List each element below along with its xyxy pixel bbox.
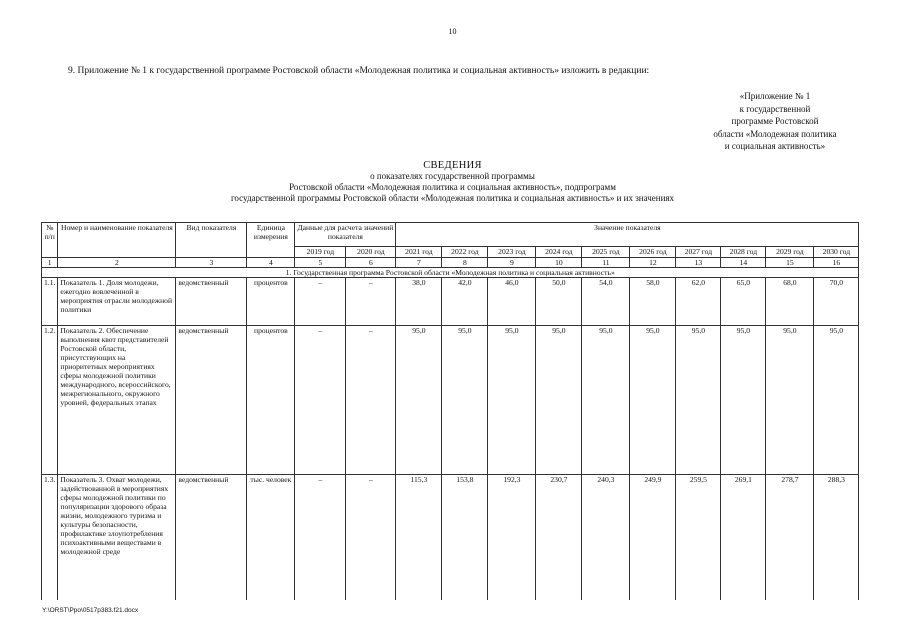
indicator-name: Показатель 3. Охват молодежи, задействованной в мероприятиях сферы молодежной политики по популяризации здорового образа жизни, молодежного туризма и культуры безопасности, профилактике злоупотребления психоактивными веществами в молодежной среде [58,475,176,601]
value-2020: – [346,278,396,326]
indicator-type: ведомственный [176,475,247,601]
year-cell: 2021 год [396,247,442,258]
indicator-unit: тыс. человек [247,475,295,601]
column-number: 4 [247,258,295,268]
header-values: Значение показателя [396,223,859,247]
heading-line: Ростовской области «Молодежная политика и социальная активность», подпрограмм [289,182,616,192]
value-2021: 38,0 [396,278,442,326]
column-number: 3 [176,258,247,268]
value-2021: 115,3 [396,475,442,601]
column-number: 1 [42,258,58,268]
year-cell: 2029 год [766,247,814,258]
column-number: 15 [766,258,814,268]
year-cell: 2024 год [536,247,582,258]
value-2019: – [295,326,346,475]
year-cell: 2020 год [346,247,396,258]
column-number: 10 [536,258,582,268]
heading-line: о показателях государственной программы [370,171,535,181]
value-2024: 50,0 [536,278,582,326]
column-number: 2 [58,258,176,268]
page-number: 10 [448,27,457,36]
value-2026: 95,0 [630,326,676,475]
value-2026: 58,0 [630,278,676,326]
indicator-name: Показатель 2. Обеспечение выполнения квот представителей Ростовской области, присутствующих на приоритетных мероприятиях сферы молодежной политики международного, всероссийского, межрегионального, окружного уровней, федеральных этапах [58,326,176,475]
document-heading [0,160,905,204]
appendix-line: программе Ростовской [731,116,819,126]
column-number: 9 [488,258,536,268]
value-2021: 95,0 [396,326,442,475]
year-cell: 2023 год [488,247,536,258]
appendix-line: к государственной [739,103,811,114]
value-2020: – [346,326,396,475]
value-2022: 42,0 [442,278,488,326]
value-2022: 95,0 [442,326,488,475]
value-2028: 95,0 [721,326,766,475]
value-2024: 230,7 [536,475,582,601]
value-2028: 269,1 [721,475,766,601]
section-title: 1. Государственная программа Ростовской области «Молодежная политика и социальная активность» [42,268,859,278]
year-cell: 2028 год [721,247,766,258]
column-number: 16 [814,258,859,268]
value-2023: 46,0 [488,278,536,326]
year-cell: 2026 год [630,247,676,258]
value-2028: 65,0 [721,278,766,326]
table-row [42,278,859,326]
indicator-name: Показатель 1. Доля молодежи, ежегодно вовлеченной в мероприятия отрасли молодежной политики [58,278,176,326]
appendix-line: «Приложение № 1 [739,91,811,101]
header-unit: Единица измерения [247,223,295,258]
value-2023: 95,0 [488,326,536,475]
header-type: Вид показателя [176,223,247,258]
indicator-unit: процентов [247,326,295,475]
section-row [42,268,859,278]
row-number: 1.2. [42,326,58,475]
column-number: 6 [346,258,396,268]
appendix-reference [690,90,860,153]
value-2029: 95,0 [766,326,814,475]
header-num: № п/п [42,223,58,258]
indicator-type: ведомственный [176,278,247,326]
intro-paragraph: 9. Приложение № 1 к государственной программе Ростовской области «Молодежная политика и социальная активность» изложить в редакции: [68,66,650,76]
indicators-table [41,222,859,600]
value-2029: 68,0 [766,278,814,326]
table-row [42,475,859,601]
value-2023: 192,3 [488,475,536,601]
value-2019: – [295,475,346,601]
file-path-footer: Y:\ORST\Ppo\0517p383.f21.docx [42,607,139,614]
column-number: 14 [721,258,766,268]
column-number: 11 [582,258,630,268]
heading-title: СВЕДЕНИЯ [423,160,482,171]
value-2027: 259,5 [676,475,721,601]
year-cell: 2022 год [442,247,488,258]
heading-line: государственной программы Ростовской области «Молодежная политика и социальная активность» и их значениях [230,193,675,203]
year-cell: 2027 год [676,247,721,258]
year-cell: 2025 год [582,247,630,258]
column-number: 7 [396,258,442,268]
value-2022: 153,8 [442,475,488,601]
value-2024: 95,0 [536,326,582,475]
row-number: 1.1. [42,278,58,326]
value-2030: 95,0 [814,326,859,475]
header-name: Номер и наименование показателя [58,223,176,258]
value-2026: 249,9 [630,475,676,601]
value-2027: 62,0 [676,278,721,326]
row-number: 1.3. [42,475,58,601]
column-numbers-row [42,258,859,268]
appendix-line: и социальная активность» [724,141,826,151]
appendix-line: области «Молодежная политика [713,128,837,139]
column-number: 12 [630,258,676,268]
header-calc: Данные для расчета значений показателя [295,223,396,247]
value-2025: 95,0 [582,326,630,475]
column-number: 13 [676,258,721,268]
column-number: 8 [442,258,488,268]
value-2030: 70,0 [814,278,859,326]
value-2019: – [295,278,346,326]
value-2020: – [346,475,396,601]
column-number: 5 [295,258,346,268]
header-row [42,223,859,247]
year-cell: 2019 год [295,247,346,258]
indicator-unit: процентов [247,278,295,326]
value-2025: 54,0 [582,278,630,326]
value-2027: 95,0 [676,326,721,475]
value-2029: 278,7 [766,475,814,601]
year-cell: 2030 год [814,247,859,258]
value-2030: 288,3 [814,475,859,601]
table-row [42,326,859,475]
indicator-type: ведомственный [176,326,247,475]
value-2025: 240,3 [582,475,630,601]
